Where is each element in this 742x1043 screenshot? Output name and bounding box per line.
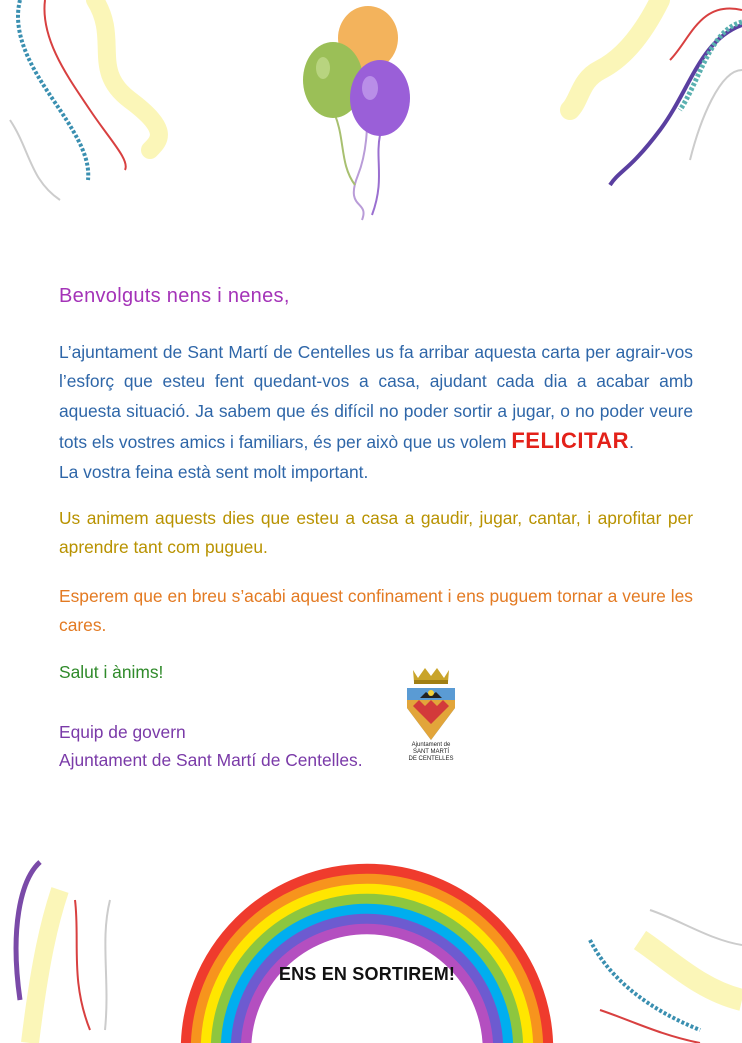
signature-line-2: Ajuntament de Sant Martí de Centelles.	[59, 750, 363, 770]
crest-caption-line-2: SANT MARTÍ	[412, 749, 450, 755]
signature-line-1: Equip de govern	[59, 722, 186, 742]
closing: Salut i ànims!	[59, 662, 164, 682]
paragraph-intro-period: .	[629, 432, 634, 453]
paragraph-hope: Esperem que en breu s’acabi aquest confinament i ens puguem tornar a veure les cares.	[59, 586, 693, 636]
crest-caption-line-3: DE CENTELLES	[408, 756, 454, 762]
greeting: Benvolguts nens i nenes,	[59, 285, 290, 307]
paragraph-intro-text: L’ajuntament de Sant Martí de Centelles us fa arribar aquesta carta per agrair-vos l’esforç que esteu fent quedant-vos a casa, ajudant cada dia a acabar amb aquesta situació. Ja sabem que és difícil no poder sortir a jugar, o no poder veure tots els vostres amics i familiars, és per això que us volem	[59, 342, 693, 453]
paragraph-intro-last-line: La vostra feina està sent molt important.	[59, 461, 369, 482]
rainbow-motto: ENS EN SORTIREM!	[278, 964, 456, 984]
paragraph-encourage: Us animem aquests dies que esteu a casa a gaudir, jugar, cantar, i aprofitar per aprendre tant com pugueu.	[59, 508, 693, 558]
crest-caption-line-1: Ajuntament de	[411, 742, 451, 748]
felicitar-highlight: FELICITAR	[511, 428, 630, 454]
